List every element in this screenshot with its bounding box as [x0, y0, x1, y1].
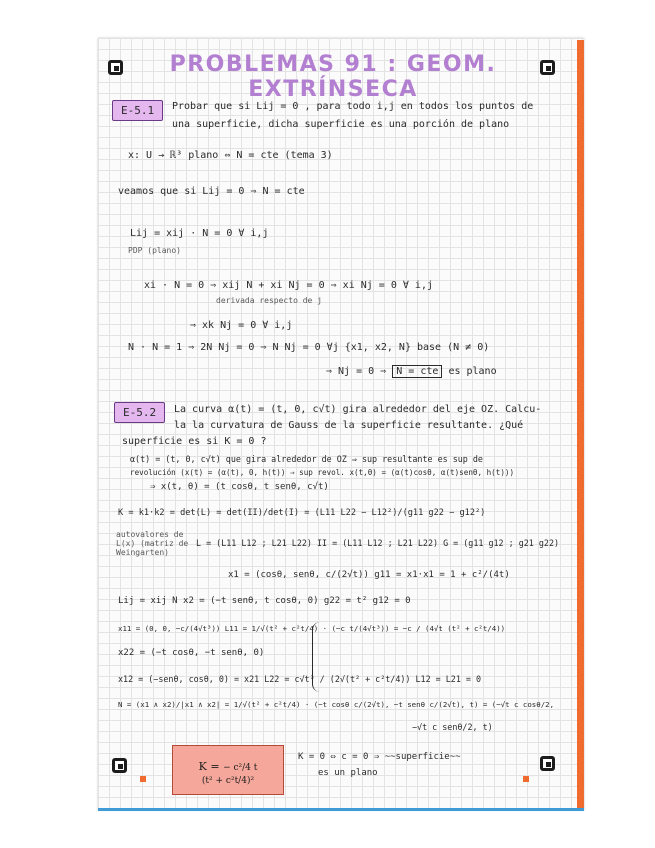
- equation-brace: [312, 622, 321, 692]
- conclusion-line: [326, 366, 497, 377]
- work-line: Lij = xij · N = 0 ∀ i,j: [130, 228, 269, 239]
- work-line: x12 = (−senθ, cosθ, 0) = x21 L22 = c√t³ / (2√(t² + c²t/4)) L12 = L21 = 0: [118, 674, 482, 684]
- work-line: Lij = xij N x2 = (−t senθ, t cosθ, 0) g22 = t² g12 = 0: [118, 596, 411, 606]
- work-line: K = k1·k2 = det(L) = det(II)/det(I) = (L11 L22 − L12²)/(g11 g22 − g12²): [118, 508, 486, 518]
- conclusion-text: es plano: [448, 366, 497, 377]
- problem-1-statement: Probar que si Lij = 0 , para todo i,j en todos los puntos de: [172, 101, 534, 112]
- work-line: α(t) = (t, 0, c√t) que gira alrededor de OZ ⇒ sup resultante es sup de: [130, 454, 483, 464]
- boxed-result: N = cte: [392, 365, 442, 378]
- answer-numerator: − c²/4 t: [223, 763, 258, 773]
- work-line: N · N = 1 ⇒ 2N Nj = 0 ⇒ N Nj = 0 ∀j {x1, x2, N} base (N ≠ 0): [128, 342, 490, 353]
- margin-note: autovalores de L(x) (matriz de Weingarten): [116, 530, 189, 557]
- work-line: ⇒ xk Nj = 0 ∀ i,j: [190, 320, 293, 331]
- work-line: veamos que si Lij = 0 ⇒ N = cte: [118, 186, 305, 197]
- work-line: x1 = (cosθ, senθ, c/(2√t)) g11 = x1·x1 = 1 + c²/(4t): [228, 570, 510, 580]
- work-line: x22 = (−t cosθ, −t senθ, 0): [118, 648, 265, 658]
- problem-2-tag: E-5.2: [114, 402, 165, 423]
- margin-note: PDP (plano): [128, 246, 181, 255]
- problem-2-statement: superficie es si K = 0 ?: [122, 436, 267, 447]
- answer-denominator: (t² + c²t/4)²: [201, 776, 255, 786]
- problem-1-tag: E-5.1: [112, 100, 163, 121]
- work-line: revolución (x(t) = (α(t), 0, h(t)) ⇒ sup revol. x(t,θ) = (α(t)cosθ, α(t)senθ, h(t))): [130, 468, 515, 477]
- answer-label: K =: [198, 760, 220, 773]
- closing-line: K = 0 ⇔ c = 0 ⇒ ~~superficie~~: [298, 752, 461, 762]
- work-line: N = (x1 ∧ x2)/|x1 ∧ x2| = 1/√(t² + c²t/4) · (−t cosθ c/(2√t), −t senθ c/(2√t), t) = (−√t c cosθ/2,: [118, 700, 555, 709]
- problem-2-statement: La curva α(t) = (t, 0, c√t) gira alrededor del eje OZ. Calcu-: [174, 404, 542, 415]
- page-title: PROBLEMAS 91 : GEOM. EXTRÍNSECA: [169, 52, 497, 102]
- corner-mark-icon: [108, 60, 123, 75]
- work-line: xi · N = 0 ⇒ xij N + xi Nj = 0 ⇒ xi Nj = 0 ∀ i,j: [144, 280, 433, 291]
- accent-dot: [140, 776, 146, 782]
- work-line: L = (L11 L12 ; L21 L22) II = (L11 L12 ; L21 L22) G = (g11 g12 ; g21 g22): [196, 538, 560, 548]
- work-line: x11 = (0, 0, −c/(4√t³)) L11 = 1/√(t² + c²t/4) · (−c t/(4√t³)) = −c / (4√t (t² + c²t/4)): [118, 624, 506, 633]
- conclusion-text: ⇒ Nj = 0 ⇒: [326, 366, 387, 377]
- page-edge-blue: [98, 808, 584, 811]
- accent-dot: [523, 776, 529, 782]
- work-line: x: U → ℝ³ plano ⇔ N = cte (tema 3): [128, 150, 333, 161]
- work-line: −√t c senθ/2, t): [412, 722, 493, 732]
- closing-line: es un plano: [318, 768, 378, 778]
- work-line: ⇒ x(t, θ) = (t cosθ, t senθ, c√t): [150, 482, 329, 492]
- corner-mark-icon: [540, 756, 555, 771]
- final-answer-box: [172, 745, 284, 795]
- corner-mark-icon: [540, 60, 555, 75]
- margin-note: derivada respecto de j: [216, 296, 322, 305]
- corner-mark-icon: [112, 758, 127, 773]
- problem-1-statement: una superficie, dicha superficie es una porción de plano: [172, 119, 510, 130]
- problem-2-statement: la la curvatura de Gauss de la superficie resultante. ¿Qué: [174, 420, 524, 431]
- page-edge-orange: [577, 40, 584, 810]
